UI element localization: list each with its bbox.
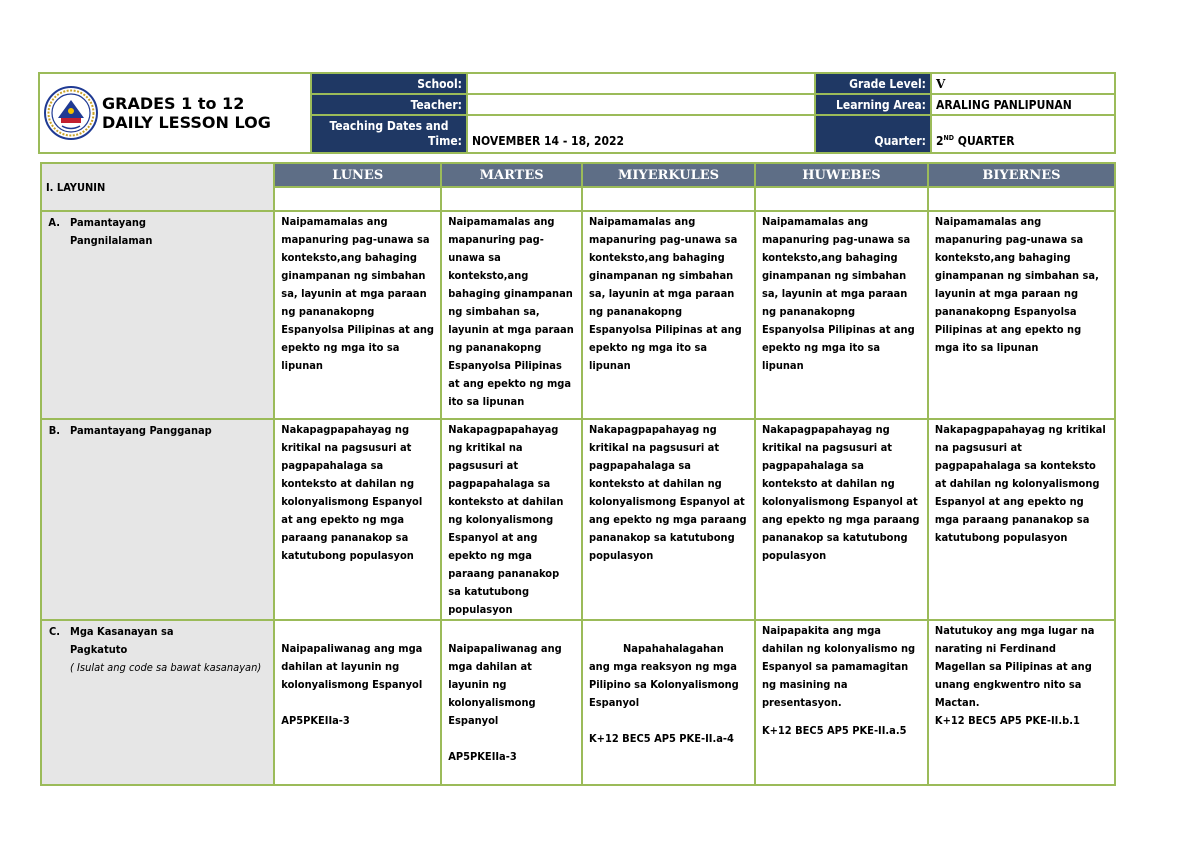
cell-huwebes — [755, 620, 928, 785]
grade-level-value: V — [931, 73, 1115, 94]
skill-code: AP5PKEIIa-3 — [281, 714, 350, 727]
row-label-line1: Mga Kasanayan sa — [70, 625, 174, 638]
cell-martes: Nakapagpapahayag ng kritikal na pagsusuri at pagpapahalaga sa konteksto at dahilan ng kolonyalismong Espanyol at ang epekto ng mga paraang pananakop sa katutubong populasyon — [441, 419, 582, 620]
skill-code: K+12 BEC5 AP5 PKE-II.a.5 — [761, 724, 907, 737]
skill-text: Naipapaliwanag ang mga dahilan at layunin ng kolonyalismong Espanyol — [281, 642, 423, 691]
header-logo-cell — [39, 73, 311, 153]
title-line-2: DAILY LESSON LOG — [102, 113, 271, 132]
cell-biyernes: Naipamamalas ang mapanuring pag-unawa sa konteksto,ang bahaging ginampanan ng simbahan sa, layunin at mga paraan ng pananakopng Espanyolsa Pilipinas at ang epekto ng mga ito sa lipunan — [928, 211, 1115, 419]
deped-seal-icon — [44, 86, 98, 140]
teaching-dates-label-line2: Time: — [428, 134, 462, 148]
row-label-line2: Pagkatuto — [70, 643, 128, 656]
teacher-value — [467, 94, 815, 115]
cell-miyerkules — [582, 620, 755, 785]
cell-huwebes: Nakapagpapahayag ng kritikal na pagsusuri at pagpapahalaga sa konteksto at dahilan ng kolonyalismong Espanyol at ang epekto ng mga paraang pananakop sa katutubong populasyon — [755, 419, 928, 620]
blank-cell — [755, 187, 928, 211]
quarter-num: 2 — [936, 134, 944, 148]
row-letter: B. — [48, 424, 60, 437]
blank-cell — [928, 187, 1115, 211]
day-header-martes: MARTES — [441, 163, 582, 187]
skill-text: Napahahalagahan ang mga reaksyon ng mga Pilipino sa Kolonyalismong Espanyol — [589, 642, 739, 709]
cell-martes — [441, 620, 582, 785]
cell-martes: Naipamamalas ang mapanuring pag-unawa sa konteksto,ang bahaging ginampanan ng simbahan sa, layunin at mga paraan ng pananakopng Espanyolsa Pilipinas at ang epekto ng mga ito sa lipunan — [441, 211, 582, 419]
cell-miyerkules: Naipamamalas ang mapanuring pag-unawa sa konteksto,ang bahaging ginampanan ng simbahan sa, layunin at mga paraan ng pananakopng Espanyolsa Pilipinas at ang epekto ng mga ito sa lipunan — [582, 211, 755, 419]
skill-text: Natutukoy ang mga lugar na narating ni Ferdinand Magellan sa Pilipinas at ang unang engkwentro nito sa Mactan. — [934, 624, 1095, 709]
skill-text: Naipapakita ang mga dahilan ng kolonyalismo ng Espanyol sa pamamagitan ng masining na presentasyon. — [761, 624, 916, 709]
teaching-dates-label-line1: Teaching Dates and — [329, 119, 449, 133]
skill-text: Naipapaliwanag ang mga dahilan at layunin ng kolonyalismong Espanyol — [448, 642, 562, 727]
blank-cell — [582, 187, 755, 211]
school-label: School: — [311, 73, 467, 94]
title-line-1: GRADES 1 to 12 — [102, 94, 245, 113]
skill-code: K+12 BEC5 AP5 PKE-II.a-4 — [589, 732, 734, 745]
learning-area-value: ARALING PANLIPUNAN — [931, 94, 1115, 115]
header-table — [38, 72, 1116, 154]
row-label-line2: Pangnilalaman — [70, 234, 153, 247]
row-label-pangnilalaman — [41, 211, 274, 419]
row-label-line1: Pamantayang Pangganap — [70, 424, 212, 437]
day-header-miyerkules: MIYERKULES — [582, 163, 755, 187]
learning-area-label: Learning Area: — [815, 94, 931, 115]
cell-huwebes: Naipamamalas ang mapanuring pag-unawa sa konteksto,ang bahaging ginampanan ng simbahan sa, layunin at mga paraan ng pananakopng Espanyolsa Pilipinas at ang epekto ng mga ito sa lipunan — [755, 211, 928, 419]
blank-cell — [274, 187, 441, 211]
layunin-heading: I. LAYUNIN — [41, 163, 274, 211]
blank-cell — [441, 187, 582, 211]
cell-lunes: Naipamamalas ang mapanuring pag-unawa sa konteksto,ang bahaging ginampanan ng simbahan sa, layunin at mga paraan ng pananakopng Espanyolsa Pilipinas at ang epekto ng mga ito sa lipunan — [274, 211, 441, 419]
row-label-kasanayan — [41, 620, 274, 785]
teaching-dates-value: NOVEMBER 14 - 18, 2022 — [467, 115, 815, 153]
teaching-dates-label — [311, 115, 467, 153]
skill-code: AP5PKEIIa-3 — [448, 750, 517, 763]
teacher-label: Teacher: — [311, 94, 467, 115]
cell-miyerkules: Nakapagpapahayag ng kritikal na pagsusuri at pagpapahalaga sa konteksto at dahilan ng kolonyalismong Espanyol at ang epekto ng mga paraang pananakop sa katutubong populasyon — [582, 419, 755, 620]
grade-level-label: Grade Level: — [815, 73, 931, 94]
school-value — [467, 73, 815, 94]
row-label-line1: Pamantayang — [70, 216, 146, 229]
quarter-sup: ND — [943, 134, 955, 142]
cell-lunes — [274, 620, 441, 785]
row-label-pangganap — [41, 419, 274, 620]
cell-lunes: Nakapagpapahayag ng kritikal na pagsusuri at pagpapahalaga sa konteksto at dahilan ng kolonyalismong Espanyol at ang epekto ng mga paraang pananakop sa katutubong populasyon — [274, 419, 441, 620]
quarter-value — [931, 115, 1115, 153]
skill-code: K+12 BEC5 AP5 PKE-II.b.1 — [934, 714, 1080, 727]
row-letter: A. — [48, 216, 60, 229]
cell-biyernes — [928, 620, 1115, 785]
row-letter: C. — [48, 625, 60, 638]
cell-biyernes: Nakapagpapahayag ng kritikal na pagsusuri at pagpapahalaga sa konteksto at dahilan ng kolonyalismong Espanyol at ang epekto ng mga paraang pananakop sa katutubong populasyon — [928, 419, 1115, 620]
row-label-note: ( Isulat ang code sa bawat kasanayan) — [70, 661, 262, 674]
quarter-label: Quarter: — [815, 115, 931, 153]
day-header-lunes: LUNES — [274, 163, 441, 187]
quarter-rest: QUARTER — [954, 134, 1015, 148]
day-header-biyernes: BIYERNES — [928, 163, 1115, 187]
lesson-log-table — [40, 162, 1116, 786]
day-header-huwebes: HUWEBES — [755, 163, 928, 187]
